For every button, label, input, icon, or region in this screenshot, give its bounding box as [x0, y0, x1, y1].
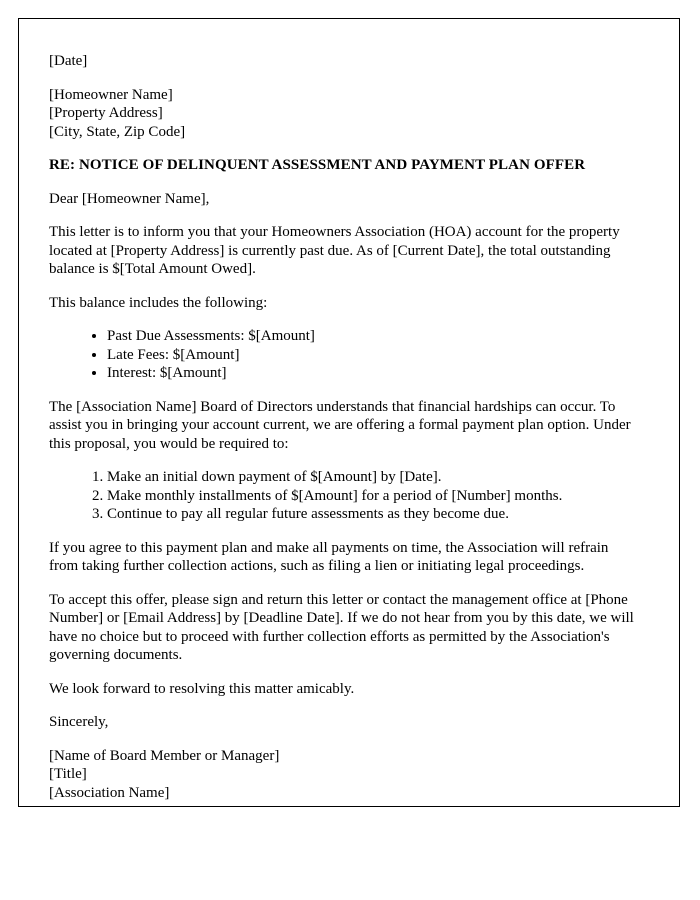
paragraph-board-offer: The [Association Name] Board of Directors understands that financial hardships can occur. To assist you in bringing your account current, we are offering a formal payment plan option. Under this proposal, you would be required to:	[49, 398, 631, 452]
signature-title: [Title]	[49, 766, 87, 782]
paragraph-intro: This letter is to inform you that your Homeowners Association (HOA) account for the property located at [Property Address] is currently past due. As of [Current Date], the total outstanding balance is $[Total Amount Owed].	[49, 224, 620, 277]
paragraph-agreement: If you agree to this payment plan and make all payments on time, the Association will refrain from taking further collection actions, such as filing a lien or initiating legal proceedings.	[49, 539, 609, 574]
paragraph-accept-offer: To accept this offer, please sign and return this letter or contact the management office at [Phone Number] or [Email Address] by [Deadline Date]. If we do not hear from you by this date, we will have no choice but to proceed with further collection efforts as permitted by the Association's governing documents.	[49, 591, 634, 663]
signature-block	[49, 747, 634, 803]
signature-name: [Name of Board Member or Manager]	[49, 747, 280, 764]
balance-item-interest: • Interest: $[Amount]	[107, 364, 634, 383]
letter-document	[18, 18, 680, 807]
signoff: Sincerely,	[49, 714, 109, 730]
balance-item-late-fees: • Late Fees: $[Amount]	[107, 346, 634, 365]
paragraph-closing-line: We look forward to resolving this matter amicably.	[49, 680, 355, 697]
subject-line: RE: NOTICE OF DELINQUENT ASSESSMENT AND PAYMENT PLAN OFFER	[49, 157, 586, 173]
plan-step-future-assessments: 3. Continue to pay all regular future assessments as they become due.	[107, 505, 634, 524]
recipient-block	[49, 86, 634, 142]
balance-breakdown-list	[49, 327, 634, 383]
recipient-city-state-zip: [City, State, Zip Code]	[49, 123, 186, 140]
payment-plan-steps-list	[49, 468, 634, 524]
recipient-name: [Homeowner Name]	[49, 86, 173, 103]
balance-item-past-due: • Past Due Assessments: $[Amount]	[107, 327, 634, 346]
plan-step-down-payment: 1. Make an initial down payment of $[Amount] by [Date].	[107, 468, 634, 487]
letter-body	[49, 52, 634, 802]
recipient-address: [Property Address]	[49, 105, 163, 121]
salutation: Dear [Homeowner Name],	[49, 190, 210, 207]
date-line: [Date]	[49, 53, 88, 69]
signature-association: [Association Name]	[49, 784, 170, 801]
paragraph-balance-intro: This balance includes the following:	[49, 294, 268, 311]
plan-step-installments: 2. Make monthly installments of $[Amount] for a period of [Number] months.	[107, 487, 634, 506]
